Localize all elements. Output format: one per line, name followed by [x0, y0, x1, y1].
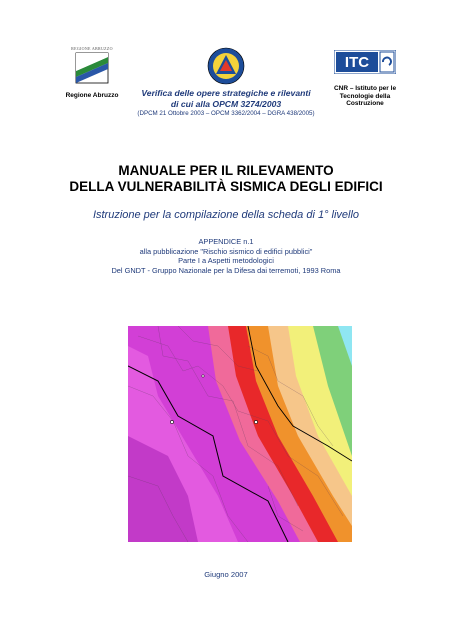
- cnr-caption-line: CNR – Istituto per le: [333, 85, 397, 92]
- appendix-block: [40, 237, 412, 275]
- cnr-caption-line: Costruzione: [346, 100, 384, 107]
- title-line: MANUALE PER IL RILEVAMENTO: [118, 163, 334, 178]
- verifica-line: di cui alla OPCM 3274/2003: [170, 99, 282, 109]
- city-marker: [170, 420, 173, 423]
- itc-logo-text: ITC: [344, 54, 370, 71]
- appendix-line: Del GNDT - Gruppo Nazionale per la Difesa dai terremoti, 1993 Roma: [111, 265, 341, 275]
- itc-logo-icon: [334, 50, 396, 74]
- appendix-line: alla pubblicazione "Rischio sismico di edifici pubblici": [139, 246, 313, 256]
- appendix-line: Parte I a Aspetti metodologici: [178, 256, 274, 266]
- publication-date: Giugno 2007: [204, 570, 248, 579]
- appendix-line: APPENDICE n.1: [198, 237, 254, 246]
- verifica-heading: [120, 88, 332, 110]
- verifica-line: Verifica delle opere strategiche e rilevanti: [141, 88, 311, 98]
- protezione-civile-emblem-icon: [207, 47, 245, 85]
- logo-small-text: REGIONE ABRUZZO: [71, 46, 113, 51]
- dpcm-reference: (DPCM 21 Ottobre 2003 – OPCM 3362/2004 – DGRA 438/2005): [137, 110, 315, 117]
- city-marker: [202, 375, 204, 377]
- city-marker: [254, 420, 257, 423]
- page-subtitle: Istruzione per la compilazione della scheda di 1° livello: [92, 209, 360, 221]
- cnr-itc-caption: [320, 85, 410, 108]
- seismic-hazard-map: [128, 326, 352, 542]
- logo-caption: Regione Abruzzo: [65, 92, 119, 99]
- abruzzo-shield-icon: [62, 51, 122, 85]
- page-title: [30, 163, 422, 195]
- cnr-caption-line: Tecnologie della: [339, 92, 391, 100]
- regione-abruzzo-logo: [62, 46, 122, 99]
- title-line: DELLA VULNERABILITÀ SISMICA DEGLI EDIFICI: [69, 179, 383, 194]
